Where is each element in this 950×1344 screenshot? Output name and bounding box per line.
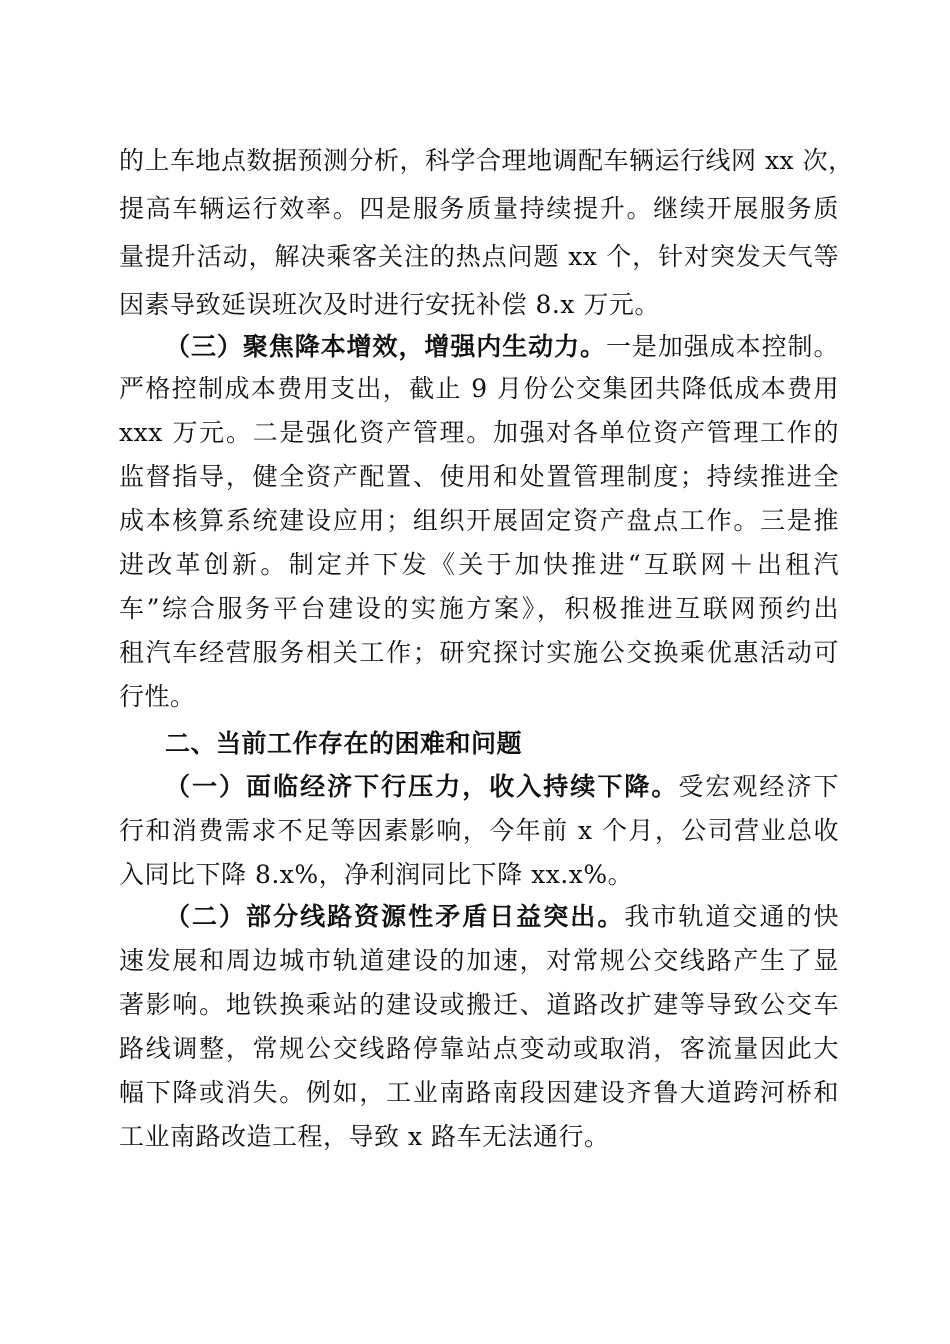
text-line-13: 租汽车经营服务相关工作；研究探讨实施公交换乘优惠活动可 (119, 638, 839, 667)
text-line-2: 提高车辆运行效率。四是服务质量持续提升。继续开展服务质 (119, 194, 839, 223)
subsection-heading-2: （二）部分线路资源性矛盾日益突出。 (165, 902, 625, 931)
text-line-4: 因素导致延误班次及时进行安抚补偿 8.x 万元。 (119, 290, 660, 319)
text-line-9: 监督指导，健全资产配置、使用和处置管理制度；持续推进全 (119, 462, 839, 491)
text-line-26: 工业南路改造工程，导致 x 路车无法通行。 (119, 1122, 610, 1151)
text-line-8: xxx 万元。二是强化资产管理。加强对各单位资产管理工作的 (119, 418, 839, 447)
text-line-12: 车”综合服务平台建设的实施方案》，积极推进互联网预约出 (119, 594, 839, 623)
text-segment: 受宏观经济下 (678, 772, 839, 801)
text-segment: 我市轨道交通的快 (624, 902, 839, 931)
section-heading-2: 二、当前工作存在的困难和问题 (165, 729, 523, 758)
text-line-1: 的上车地点数据预测分析，科学合理地调配车辆运行线网 xx 次， (119, 146, 854, 175)
text-line-10: 成本核算系统建设应用；组织开展固定资产盘点工作。三是推 (119, 506, 839, 535)
paragraph-3-heading-line (165, 323, 839, 371)
text-line-18: 行和消费需求不足等因素影响，今年前 x 个月，公司营业总收 (119, 816, 839, 845)
text-line-3: 量提升活动，解决乘客关注的热点问题 xx 个，针对突发天气等 (119, 242, 839, 271)
text-line-7: 严格控制成本费用支出，截止 9 月份公交集团共降低成本费用 (119, 374, 839, 403)
paragraph-1-heading-line (165, 763, 839, 811)
text-line-14: 行性。 (119, 682, 196, 711)
text-line-19: 入同比下降 8.x%，净利润同比下降 xx.x%。 (119, 860, 634, 889)
subsection-heading-3: （三）聚焦降本增效，增强内生动力。 (165, 332, 606, 361)
text-segment: 一是加强成本控制。 (605, 332, 839, 361)
text-line-22: 速发展和周边城市轨道建设的加速，对常规公交线路产生了显 (119, 946, 839, 975)
text-line-25: 幅下降或消失。例如，工业南路南段因建设齐鲁大道跨河桥和 (119, 1078, 839, 1107)
text-line-24: 路线调整，常规公交线路停靠站点变动或取消，客流量因此大 (119, 1034, 839, 1063)
paragraph-2-heading-line (165, 893, 839, 941)
text-line-11: 进改革创新。制定并下发《关于加快推进“互联网＋出租汽 (119, 550, 839, 579)
subsection-heading-1: （一）面临经济下行压力，收入持续下降。 (165, 772, 679, 801)
text-line-23: 著影响。地铁换乘站的建设或搬迁、道路改扩建等导致公交车 (119, 990, 839, 1019)
